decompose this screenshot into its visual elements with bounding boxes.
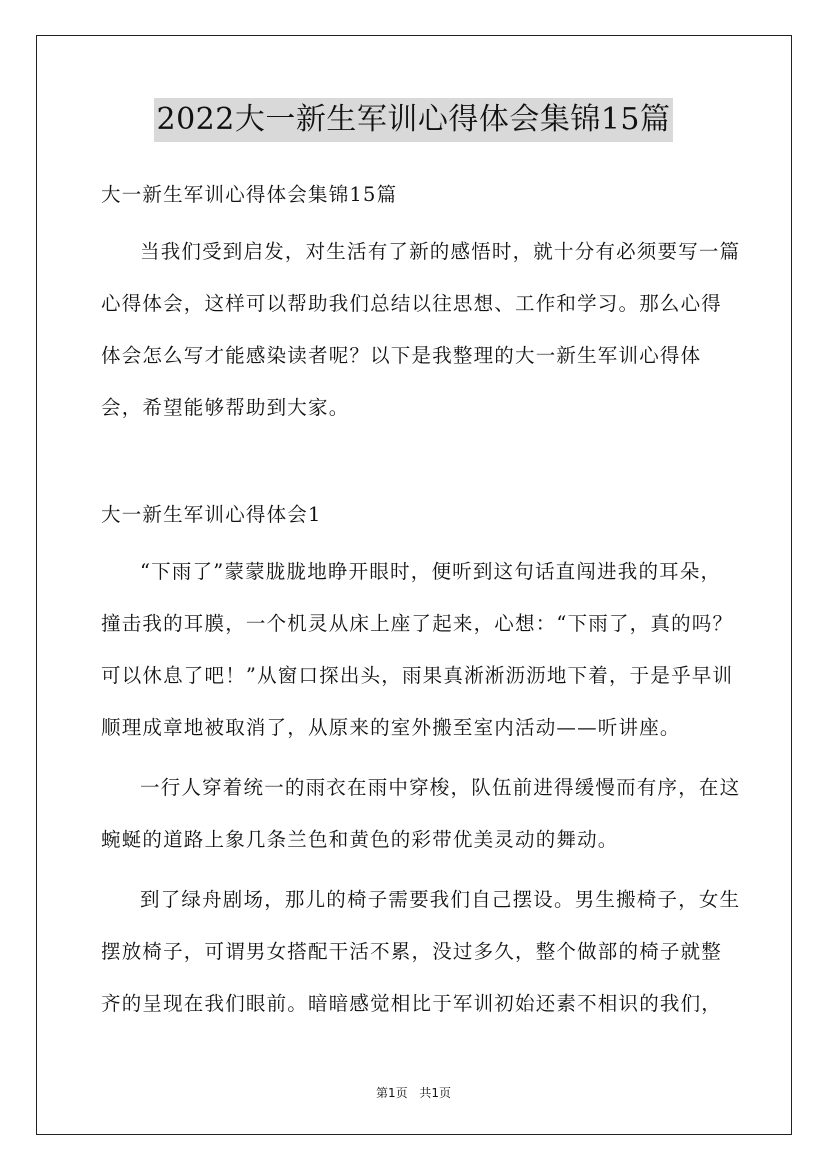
document-subtitle: 大一新生军训心得体会集锦15篇 <box>101 183 398 206</box>
title-wrap <box>0 98 827 142</box>
body-paragraph: “下雨了”蒙蒙胧胧地睁开眼时，便听到这句话直闯进我的耳朵，撞击我的耳膜，一个机灵从床上座了起来，心想：“下雨了，真的吗？可以休息了吧！”从窗口探出头，雨果真淅淅沥沥地下着，于是乎早训顺理成章地被取消了，从原来的室外搬至室内活动——听讲座。 <box>101 560 734 739</box>
page-footer <box>0 1084 827 1101</box>
section-gap <box>101 434 741 496</box>
intro-paragraph: 当我们受到启发，对生活有了新的感悟时，就十分有必须要写一篇心得体会，这样可以帮助我们总结以往思想、工作和学习。那么心得体会怎么写才能感染读者呢？以下是我整理的大一新生军训心得体会，希望能够帮助到大家。 <box>101 240 741 419</box>
page-number: 第1页 <box>375 1086 408 1100</box>
page-total: 共1页 <box>419 1086 452 1100</box>
document-title: 2022大一新生军训心得体会集锦15篇 <box>154 98 672 142</box>
document-body <box>101 176 741 1030</box>
body-paragraph: 到了绿舟剧场，那儿的椅子需要我们自己摆设。男生搬椅子，女生摆放椅子，可谓男女搭配干活不累，没过多久，整个做部的椅子就整齐的呈现在我们眼前。暗暗感觉相比于军训初始还素不相识的我们， <box>101 888 741 1015</box>
body-paragraph: 一行人穿着统一的雨衣在雨中穿梭，队伍前进得缓慢而有序，在这蜿蜒的道路上象几条兰色和黄色的彩带优美灵动的舞动。 <box>101 776 741 851</box>
section-heading: 大一新生军训心得体会1 <box>101 503 322 526</box>
